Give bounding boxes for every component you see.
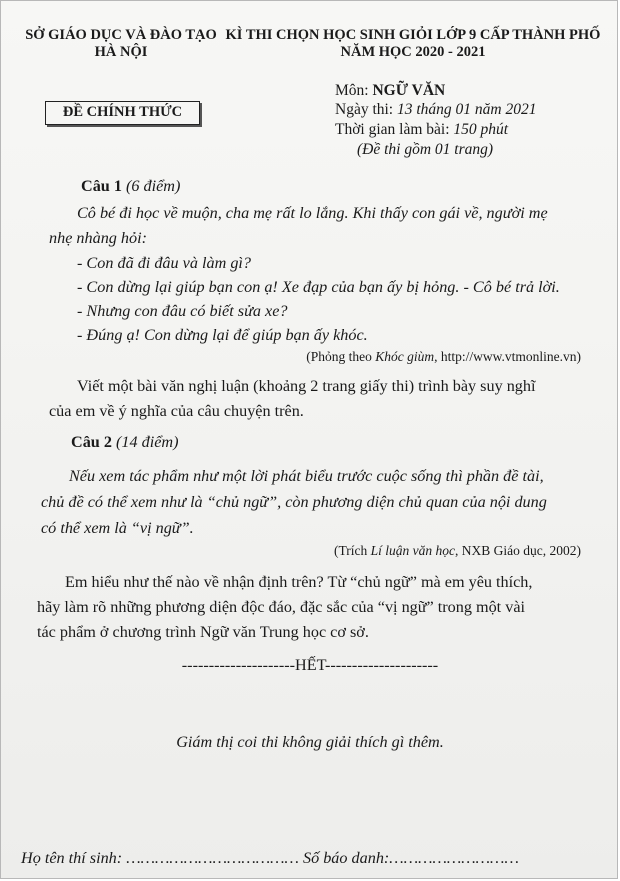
proctor-note: Giám thị coi thi không giải thích gì thêm. [176, 733, 444, 751]
quote-line-2: chủ đề có thể xem như là “chủ ngữ”, còn phương diện chủ quan của nội dung [41, 493, 547, 511]
question-1-source: (Phỏng theo Khóc giùm, http://www.vtmonline.vn) [306, 349, 581, 364]
subject-value: NGỮ VĂN [372, 82, 446, 99]
question-1-task-line-1: Viết một bài văn nghị luận (khoảng 2 trang giấy thi) trình bày suy nghĩ [77, 377, 536, 395]
exam-duration-line: Thời gian làm bài: 150 phút [335, 121, 509, 138]
question-2-task-line-3: tác phẩm ở chương trình Ngữ văn Trung học cơ sở. [37, 623, 369, 641]
page-count-note: (Đề thi gồm 01 trang) [357, 141, 494, 158]
dialogue-line: - Con đã đi đâu và làm gì? [77, 254, 252, 272]
question-1-heading [81, 174, 180, 198]
school-year: NĂM HỌC 2020 - 2021 [340, 44, 486, 60]
candidate-info-line: Họ tên thí sinh: ……………………………… Số báo danh:……………………… [21, 849, 519, 867]
dialogue-line: - Đúng ạ! Con dừng lại để giúp bạn ấy khóc. [77, 326, 368, 344]
question-1-points: (6 điểm) [125, 177, 181, 195]
dialogue-line: - Nhưng con đâu có biết sửa xe? [77, 302, 288, 320]
question-2-points: (14 điểm) [115, 433, 179, 451]
question-2-heading [71, 430, 178, 454]
department-header [21, 27, 221, 61]
question-2-source: (Trích Lí luận văn học, NXB Giáo dục, 2002) [334, 543, 581, 558]
quote-line-3: có thể xem là “vị ngữ”. [41, 519, 194, 537]
exam-title: KÌ THI CHỌN HỌC SINH GIỎI LỚP 9 CẤP THÀNH PHỐ [225, 27, 601, 43]
quote-line-1: Nếu xem tác phẩm như một lời phát biểu trước cuộc sống thì phần đề tài, [69, 467, 544, 485]
question-2-task-line-1: Em hiểu như thế nào về nhận định trên? Từ “chủ ngữ” mà em yêu thích, [65, 573, 533, 591]
subject-line: Môn: NGỮ VĂN [335, 82, 446, 99]
exam-date-line: Ngày thi: 13 tháng 01 năm 2021 [335, 101, 537, 118]
question-2-task-line-2: hãy làm rõ những phương diện độc đáo, đặc sắc của “vị ngữ” trong một vài [37, 598, 525, 616]
dialogue-line: - Con dừng lại giúp bạn con ạ! Xe đạp của bạn ấy bị hỏng. - Cô bé trả lời. [77, 278, 560, 296]
story-line-1: Cô bé đi học về muộn, cha mẹ rất lo lắng. Khi thấy con gái về, người mẹ [77, 204, 548, 222]
question-2-title: Câu 2 [71, 433, 112, 451]
exam-duration-value: 150 phút [453, 121, 509, 138]
official-exam-label: ĐỀ CHÍNH THỨC [45, 101, 200, 125]
question-1-title: Câu 1 [81, 177, 122, 195]
story-line-2: nhẹ nhàng hỏi: [49, 229, 148, 247]
end-marker: ---------------------HẾT--------------------- [181, 656, 439, 674]
exam-date-value: 13 tháng 01 năm 2021 [397, 101, 537, 118]
department-name: SỞ GIÁO DỤC VÀ ĐÀO TẠO [25, 27, 217, 43]
exam-header [223, 27, 603, 61]
city-name: HÀ NỘI [94, 44, 148, 60]
question-1-task-line-2: của em về ý nghĩa của câu chuyện trên. [49, 402, 304, 420]
